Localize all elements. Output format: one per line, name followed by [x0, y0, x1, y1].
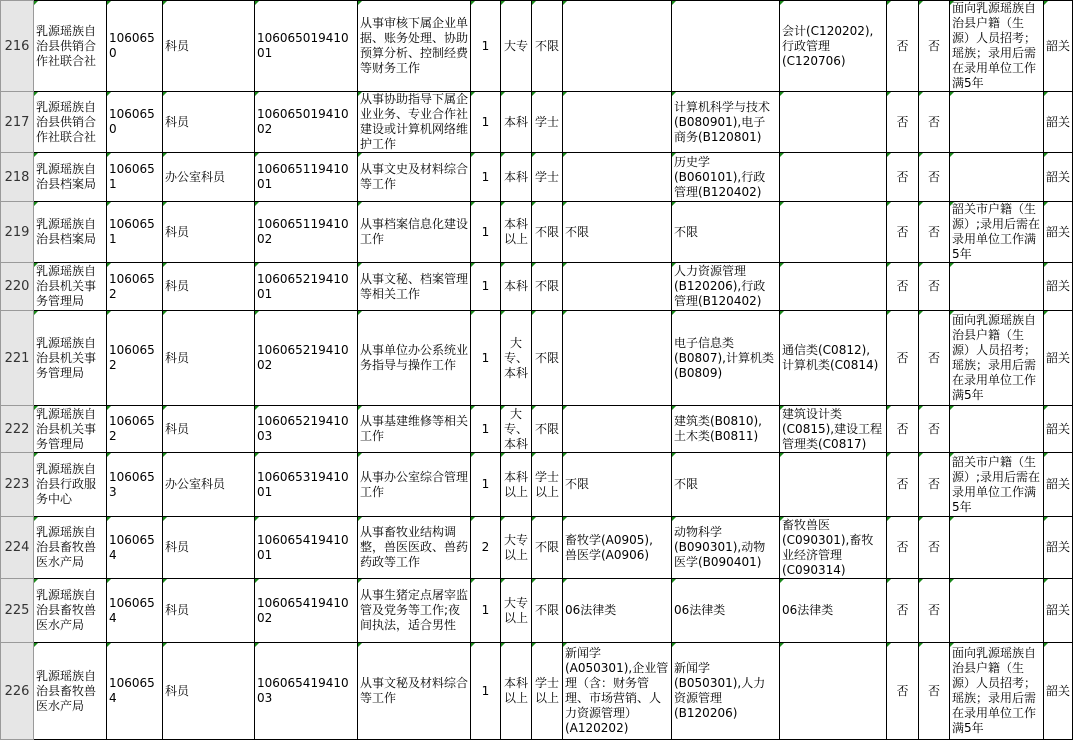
city-cell[interactable]: 韶关 — [1044, 579, 1073, 643]
bachelor-major-cell[interactable]: 人力资源管理 (B120206),行政管理(B120402) — [672, 263, 780, 311]
position-name-cell[interactable]: 办公室科员 — [163, 453, 255, 517]
education-cell[interactable]: 本科以上 — [501, 453, 532, 517]
remark-cell[interactable] — [950, 517, 1044, 579]
flag-cell-1[interactable]: 否 — [887, 406, 919, 453]
headcount-cell[interactable]: 1 — [471, 406, 501, 453]
table-row — [1, 153, 1073, 202]
graduate-major-cell[interactable] — [563, 263, 672, 311]
remark-cell[interactable] — [950, 153, 1044, 202]
unit-name-cell[interactable]: 乳源瑶族自治县行政服务中心 — [34, 453, 107, 517]
unit-name-cell[interactable]: 乳源瑶族自治县畜牧兽医水产局 — [34, 517, 107, 579]
graduate-major-cell[interactable] — [563, 1, 672, 92]
city-cell[interactable]: 韶关 — [1044, 406, 1073, 453]
college-major-cell[interactable] — [780, 263, 887, 311]
unit-code-cell[interactable]: 1060650 — [107, 92, 163, 153]
college-major-cell[interactable]: 06法律类 — [780, 579, 887, 643]
flag-cell-1[interactable]: 否 — [887, 1, 919, 92]
position-name-cell[interactable]: 科员 — [163, 643, 255, 740]
table-row — [1, 1, 1073, 92]
row-number-cell[interactable]: 217 — [1, 92, 34, 153]
graduate-major-cell[interactable] — [563, 153, 672, 202]
position-code-cell[interactable]: 10606511941001 — [255, 153, 358, 202]
unit-name-cell[interactable]: 乳源瑶族自治县档案局 — [34, 153, 107, 202]
flag-cell-2[interactable]: 否 — [919, 1, 950, 92]
flag-cell-2[interactable]: 否 — [919, 517, 950, 579]
duties-cell[interactable]: 从事档案信息化建设工作 — [358, 202, 471, 263]
city-cell[interactable]: 韶关 — [1044, 263, 1073, 311]
city-cell[interactable]: 韶关 — [1044, 643, 1073, 740]
duties-cell[interactable]: 从事基建维修等相关工作 — [358, 406, 471, 453]
education-cell[interactable]: 大专、本科 — [501, 311, 532, 406]
bachelor-major-cell[interactable]: 建筑类(B0810), 土木类(B0811) — [672, 406, 780, 453]
position-name-cell[interactable]: 科员 — [163, 579, 255, 643]
row-number-cell[interactable]: 221 — [1, 311, 34, 406]
unit-code-cell[interactable]: 1060652 — [107, 263, 163, 311]
city-cell[interactable]: 韶关 — [1044, 453, 1073, 517]
flag-cell-1[interactable]: 否 — [887, 643, 919, 740]
row-number-cell[interactable]: 223 — [1, 453, 34, 517]
unit-name-cell[interactable]: 乳源瑶族自治县机关事务管理局 — [34, 263, 107, 311]
remark-cell[interactable] — [950, 92, 1044, 153]
city-cell[interactable]: 韶关 — [1044, 311, 1073, 406]
row-number-cell[interactable]: 220 — [1, 263, 34, 311]
degree-cell[interactable]: 学士 — [532, 92, 563, 153]
position-code-cell[interactable]: 10606541941001 — [255, 517, 358, 579]
position-name-cell[interactable]: 科员 — [163, 311, 255, 406]
unit-code-cell[interactable]: 1060651 — [107, 153, 163, 202]
city-cell[interactable]: 韶关 — [1044, 1, 1073, 92]
city-cell[interactable]: 韶关 — [1044, 153, 1073, 202]
headcount-cell[interactable]: 1 — [471, 1, 501, 92]
unit-code-cell[interactable]: 1060653 — [107, 453, 163, 517]
position-name-cell[interactable]: 科员 — [163, 92, 255, 153]
row-number-cell[interactable]: 216 — [1, 1, 34, 92]
remark-cell[interactable] — [950, 579, 1044, 643]
unit-code-cell[interactable]: 1060650 — [107, 1, 163, 92]
row-number-cell[interactable]: 219 — [1, 202, 34, 263]
college-major-cell[interactable] — [780, 643, 887, 740]
graduate-major-cell[interactable]: 新闻学 (A050301),企业管理（含：财务管理、市场营销、人力资源管理） (A120202) — [563, 643, 672, 740]
education-cell[interactable]: 大专以上 — [501, 517, 532, 579]
bachelor-major-cell[interactable]: 不限 — [672, 453, 780, 517]
position-code-cell[interactable]: 10606541941003 — [255, 643, 358, 740]
flag-cell-2[interactable]: 否 — [919, 453, 950, 517]
flag-cell-2[interactable]: 否 — [919, 202, 950, 263]
bachelor-major-cell[interactable]: 动物科学 (B090301),动物医学(B090401) — [672, 517, 780, 579]
headcount-cell[interactable]: 1 — [471, 92, 501, 153]
unit-code-cell[interactable]: 1060654 — [107, 579, 163, 643]
unit-name-cell[interactable]: 乳源瑶族自治县畜牧兽医水产局 — [34, 579, 107, 643]
unit-name-cell[interactable]: 乳源瑶族自治县机关事务管理局 — [34, 406, 107, 453]
flag-cell-2[interactable]: 否 — [919, 643, 950, 740]
unit-name-cell[interactable]: 乳源瑶族自治县档案局 — [34, 202, 107, 263]
table-row — [1, 311, 1073, 406]
unit-code-cell[interactable]: 1060654 — [107, 517, 163, 579]
unit-code-cell[interactable]: 1060654 — [107, 643, 163, 740]
duties-cell[interactable]: 从事文史及材料综合等工作 — [358, 153, 471, 202]
position-code-cell[interactable]: 10606521941003 — [255, 406, 358, 453]
position-name-cell[interactable]: 科员 — [163, 406, 255, 453]
flag-cell-2[interactable]: 否 — [919, 406, 950, 453]
headcount-cell[interactable]: 1 — [471, 643, 501, 740]
unit-code-cell[interactable]: 1060651 — [107, 202, 163, 263]
remark-cell[interactable]: 面向乳源瑶族自治县户籍（生源）人员招考；瑶族；录用后需在录用单位工作满5年 — [950, 311, 1044, 406]
duties-cell[interactable]: 从事文秘、档案管理等相关工作 — [358, 263, 471, 311]
row-number-cell[interactable]: 225 — [1, 579, 34, 643]
position-code-cell[interactable]: 10606531941001 — [255, 453, 358, 517]
unit-name-cell[interactable]: 乳源瑶族自治县供销合作社联合社 — [34, 1, 107, 92]
degree-cell[interactable]: 不限 — [532, 202, 563, 263]
table-row — [1, 643, 1073, 740]
headcount-cell[interactable]: 1 — [471, 263, 501, 311]
college-major-cell[interactable] — [780, 92, 887, 153]
row-number-cell[interactable]: 218 — [1, 153, 34, 202]
flag-cell-1[interactable]: 否 — [887, 579, 919, 643]
city-cell[interactable]: 韶关 — [1044, 517, 1073, 579]
graduate-major-cell[interactable] — [563, 92, 672, 153]
row-number-cell[interactable]: 224 — [1, 517, 34, 579]
education-cell[interactable]: 大专以上 — [501, 579, 532, 643]
bachelor-major-cell[interactable]: 电子信息类 (B0807),计算机类(B0809) — [672, 311, 780, 406]
college-major-cell[interactable]: 会计(C120202), 行政管理 (C120706) — [780, 1, 887, 92]
degree-cell[interactable]: 学士 — [532, 153, 563, 202]
flag-cell-1[interactable]: 否 — [887, 153, 919, 202]
remark-cell[interactable]: 韶关市户籍（生源）;录用后需在录用单位工作满5年 — [950, 202, 1044, 263]
flag-cell-1[interactable]: 否 — [887, 517, 919, 579]
degree-cell[interactable]: 不限 — [532, 1, 563, 92]
flag-cell-1[interactable]: 否 — [887, 202, 919, 263]
bachelor-major-cell[interactable]: 06法律类 — [672, 579, 780, 643]
flag-cell-2[interactable]: 否 — [919, 92, 950, 153]
position-code-cell[interactable]: 10606521941001 — [255, 263, 358, 311]
flag-cell-1[interactable]: 否 — [887, 92, 919, 153]
bachelor-major-cell[interactable]: 不限 — [672, 202, 780, 263]
position-code-cell[interactable]: 10606521941002 — [255, 311, 358, 406]
flag-cell-1[interactable]: 否 — [887, 263, 919, 311]
education-cell[interactable]: 本科 — [501, 153, 532, 202]
bachelor-major-cell[interactable] — [672, 1, 780, 92]
degree-cell[interactable]: 学士以上 — [532, 453, 563, 517]
remark-cell[interactable]: 韶关市户籍（生源）;录用后需在录用单位工作满5年 — [950, 453, 1044, 517]
degree-cell[interactable]: 不限 — [532, 311, 563, 406]
unit-name-cell[interactable]: 乳源瑶族自治县畜牧兽医水产局 — [34, 643, 107, 740]
degree-cell[interactable]: 不限 — [532, 579, 563, 643]
graduate-major-cell[interactable] — [563, 311, 672, 406]
position-name-cell[interactable]: 办公室科员 — [163, 153, 255, 202]
flag-cell-2[interactable]: 否 — [919, 579, 950, 643]
college-major-cell[interactable] — [780, 202, 887, 263]
graduate-major-cell[interactable]: 不限 — [563, 453, 672, 517]
graduate-major-cell[interactable]: 畜牧学(A0905), 兽医学(A0906) — [563, 517, 672, 579]
headcount-cell[interactable]: 1 — [471, 311, 501, 406]
degree-cell[interactable]: 学士以上 — [532, 643, 563, 740]
unit-code-cell[interactable]: 1060652 — [107, 311, 163, 406]
table-row — [1, 263, 1073, 311]
headcount-cell[interactable]: 1 — [471, 153, 501, 202]
unit-code-cell[interactable]: 1060652 — [107, 406, 163, 453]
position-name-cell[interactable]: 科员 — [163, 517, 255, 579]
duties-cell[interactable]: 从事文秘及材料综合等工作 — [358, 643, 471, 740]
remark-cell[interactable]: 面向乳源瑶族自治县户籍（生源）人员招考；瑶族；录用后需在录用单位工作满5年 — [950, 643, 1044, 740]
headcount-cell[interactable]: 1 — [471, 453, 501, 517]
remark-cell[interactable] — [950, 406, 1044, 453]
flag-cell-2[interactable]: 否 — [919, 263, 950, 311]
duties-cell[interactable]: 从事生猪定点屠宰监管及党务等工作;夜间执法，适合男性 — [358, 579, 471, 643]
duties-cell[interactable]: 从事审核下属企业单据、账务处理、协助预算分析、控制经费等财务工作 — [358, 1, 471, 92]
unit-name-cell[interactable]: 乳源瑶族自治县供销合作社联合社 — [34, 92, 107, 153]
college-major-cell[interactable]: 畜牧兽医 (C090301),畜牧业经济管理 (C090314) — [780, 517, 887, 579]
college-major-cell[interactable] — [780, 153, 887, 202]
flag-cell-1[interactable]: 否 — [887, 311, 919, 406]
city-cell[interactable]: 韶关 — [1044, 92, 1073, 153]
education-cell[interactable]: 大专、本科 — [501, 406, 532, 453]
unit-name-cell[interactable]: 乳源瑶族自治县机关事务管理局 — [34, 311, 107, 406]
remark-cell[interactable] — [950, 263, 1044, 311]
position-name-cell[interactable]: 科员 — [163, 1, 255, 92]
duties-cell[interactable]: 从事协助指导下属企业业务、专业合作社建设或计算机网络维护工作 — [358, 92, 471, 153]
duties-cell[interactable]: 从事畜牧业结构调整，兽医医政、兽药药政等工作 — [358, 517, 471, 579]
position-name-cell[interactable]: 科员 — [163, 202, 255, 263]
position-code-cell[interactable]: 10606501941001 — [255, 1, 358, 92]
education-cell[interactable]: 本科以上 — [501, 202, 532, 263]
education-cell[interactable]: 本科 — [501, 263, 532, 311]
headcount-cell[interactable]: 1 — [471, 579, 501, 643]
college-major-cell[interactable]: 通信类(C0812), 计算机类(C0814) — [780, 311, 887, 406]
graduate-major-cell[interactable]: 06法律类 — [563, 579, 672, 643]
table-row — [1, 406, 1073, 453]
degree-cell[interactable]: 不限 — [532, 263, 563, 311]
table-row — [1, 517, 1073, 579]
headcount-cell[interactable]: 1 — [471, 202, 501, 263]
position-name-cell[interactable]: 科员 — [163, 263, 255, 311]
position-code-cell[interactable]: 10606511941002 — [255, 202, 358, 263]
flag-cell-2[interactable]: 否 — [919, 153, 950, 202]
row-number-cell[interactable]: 222 — [1, 406, 34, 453]
graduate-major-cell[interactable]: 不限 — [563, 202, 672, 263]
flag-cell-1[interactable]: 否 — [887, 453, 919, 517]
table-row — [1, 453, 1073, 517]
bachelor-major-cell[interactable]: 新闻学 (B050301),人力资源管理 (B120206) — [672, 643, 780, 740]
row-number-cell[interactable]: 226 — [1, 643, 34, 740]
education-cell[interactable]: 大专 — [501, 1, 532, 92]
table-row — [1, 579, 1073, 643]
position-code-cell[interactable]: 10606501941002 — [255, 92, 358, 153]
duties-cell[interactable]: 从事办公室综合管理工作 — [358, 453, 471, 517]
bachelor-major-cell[interactable]: 计算机科学与技术(B080901),电子商务(B120801) — [672, 92, 780, 153]
degree-cell[interactable]: 不限 — [532, 517, 563, 579]
duties-cell[interactable]: 从事单位办公系统业务指导与操作工作 — [358, 311, 471, 406]
bachelor-major-cell[interactable]: 历史学 (B060101),行政管理(B120402) — [672, 153, 780, 202]
headcount-cell[interactable]: 2 — [471, 517, 501, 579]
city-cell[interactable]: 韶关 — [1044, 202, 1073, 263]
position-code-cell[interactable]: 10606541941002 — [255, 579, 358, 643]
college-major-cell[interactable]: 建筑设计类 (C0815),建设工程管理类(C0817) — [780, 406, 887, 453]
remark-cell[interactable]: 面向乳源瑶族自治县户籍（生源）人员招考；瑶族；录用后需在录用单位工作满5年 — [950, 1, 1044, 92]
table-row — [1, 202, 1073, 263]
graduate-major-cell[interactable] — [563, 406, 672, 453]
college-major-cell[interactable] — [780, 453, 887, 517]
education-cell[interactable]: 本科以上 — [501, 643, 532, 740]
education-cell[interactable]: 本科 — [501, 92, 532, 153]
table-row — [1, 92, 1073, 153]
flag-cell-2[interactable]: 否 — [919, 311, 950, 406]
degree-cell[interactable]: 不限 — [532, 406, 563, 453]
